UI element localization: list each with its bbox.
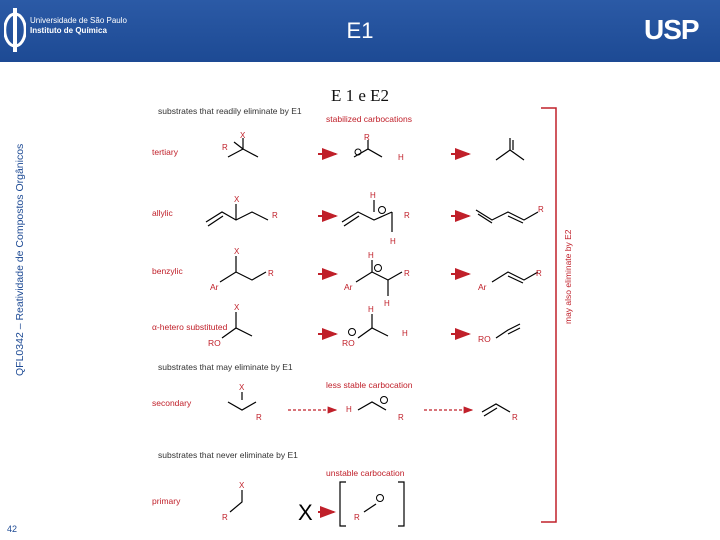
- atom-h: H: [370, 191, 376, 200]
- tertiary-substrate: [228, 138, 258, 157]
- atom-x: X: [240, 131, 246, 140]
- primary-substrate: [230, 490, 242, 512]
- page-number: 42: [7, 524, 18, 534]
- charge-plus-icon: [379, 207, 386, 214]
- charge-plus-icon: [377, 495, 384, 502]
- university-line2: Instituto de Química: [30, 26, 107, 35]
- alkene-product: [496, 138, 524, 160]
- atom-h: H: [390, 237, 396, 246]
- atom-h: H: [402, 329, 408, 338]
- atom-r: R: [256, 413, 262, 422]
- atom-r: R: [538, 205, 544, 214]
- university-line1: Universidade de São Paulo: [30, 16, 127, 25]
- atom-ar: Ar: [210, 282, 219, 292]
- section3-header: substrates that never eliminate by E1: [158, 450, 298, 460]
- styrene-product: [492, 272, 538, 283]
- diene-product: [476, 210, 538, 223]
- atom-ro: RO: [208, 338, 221, 348]
- slide-subtitle: E 1 e E2: [330, 86, 390, 105]
- row-label-tertiary: tertiary: [152, 147, 178, 157]
- bracket-left: [340, 482, 346, 526]
- secondary-substrate: [228, 392, 256, 410]
- charge-plus-icon: [381, 397, 388, 404]
- section3-note: unstable carbocation: [326, 468, 405, 478]
- enol-ether-product: [496, 324, 520, 338]
- section1-note: stabilized carbocations: [326, 114, 412, 124]
- atom-x: X: [234, 195, 240, 204]
- atom-h: H: [384, 299, 390, 308]
- bracket-right: [398, 482, 404, 526]
- atom-x: X: [234, 303, 240, 312]
- course-label: QFL0342 – Reatividade de Compostos Orgânicos: [14, 143, 26, 376]
- atom-r: R: [404, 269, 410, 278]
- row-label-benzylic: benzylic: [152, 266, 183, 276]
- atom-r: R: [404, 211, 410, 220]
- atom-h: H: [346, 405, 352, 414]
- atom-r: R: [536, 269, 542, 278]
- atom-ar: Ar: [344, 282, 353, 292]
- header-bar: [0, 0, 720, 62]
- cross-icon: X: [298, 500, 313, 525]
- atom-h: H: [368, 305, 374, 314]
- allylic-cation: [342, 200, 392, 232]
- atom-r: R: [398, 413, 404, 422]
- charge-plus-icon: [375, 265, 382, 272]
- slide-title: E1: [346, 18, 374, 43]
- primary-cation: [364, 504, 376, 512]
- secondary-alkene: [482, 404, 510, 416]
- atom-r: R: [222, 143, 228, 152]
- atom-ro: RO: [478, 334, 491, 344]
- row-label-secondary: secondary: [152, 398, 192, 408]
- benzylic-substrate: [220, 256, 266, 282]
- row-label-allylic: allylic: [152, 208, 173, 218]
- allylic-substrate: [206, 204, 268, 226]
- e1-scheme-diagram: [146, 102, 586, 532]
- row-label-primary: primary: [152, 496, 181, 506]
- atom-r: R: [272, 211, 278, 220]
- charge-plus-icon: [349, 329, 356, 336]
- section1-header: substrates that readily eliminate by E1: [158, 106, 302, 116]
- atom-r: R: [512, 413, 518, 422]
- e2-bracket: [541, 108, 556, 522]
- atom-ar: Ar: [478, 282, 487, 292]
- atom-r: R: [222, 513, 228, 522]
- side-note: may also eliminate by E2: [563, 229, 573, 324]
- atom-r: R: [354, 513, 360, 522]
- atom-ro: RO: [342, 338, 355, 348]
- usp-logo: USP: [644, 14, 699, 45]
- section2-note: less stable carbocation: [326, 380, 413, 390]
- hetero-cation: [358, 314, 388, 338]
- tertiary-cation: [354, 140, 382, 157]
- section2-header: substrates that may eliminate by E1: [158, 362, 293, 372]
- row-label-hetero: α-hetero substituted: [152, 322, 228, 332]
- atom-h: H: [368, 251, 374, 260]
- atom-r: R: [268, 269, 274, 278]
- atom-x: X: [234, 247, 240, 256]
- atom-x: X: [239, 481, 245, 490]
- atom-h: H: [398, 153, 404, 162]
- atom-x: X: [239, 383, 245, 392]
- benzylic-cation: [356, 260, 402, 296]
- atom-r: R: [364, 133, 370, 142]
